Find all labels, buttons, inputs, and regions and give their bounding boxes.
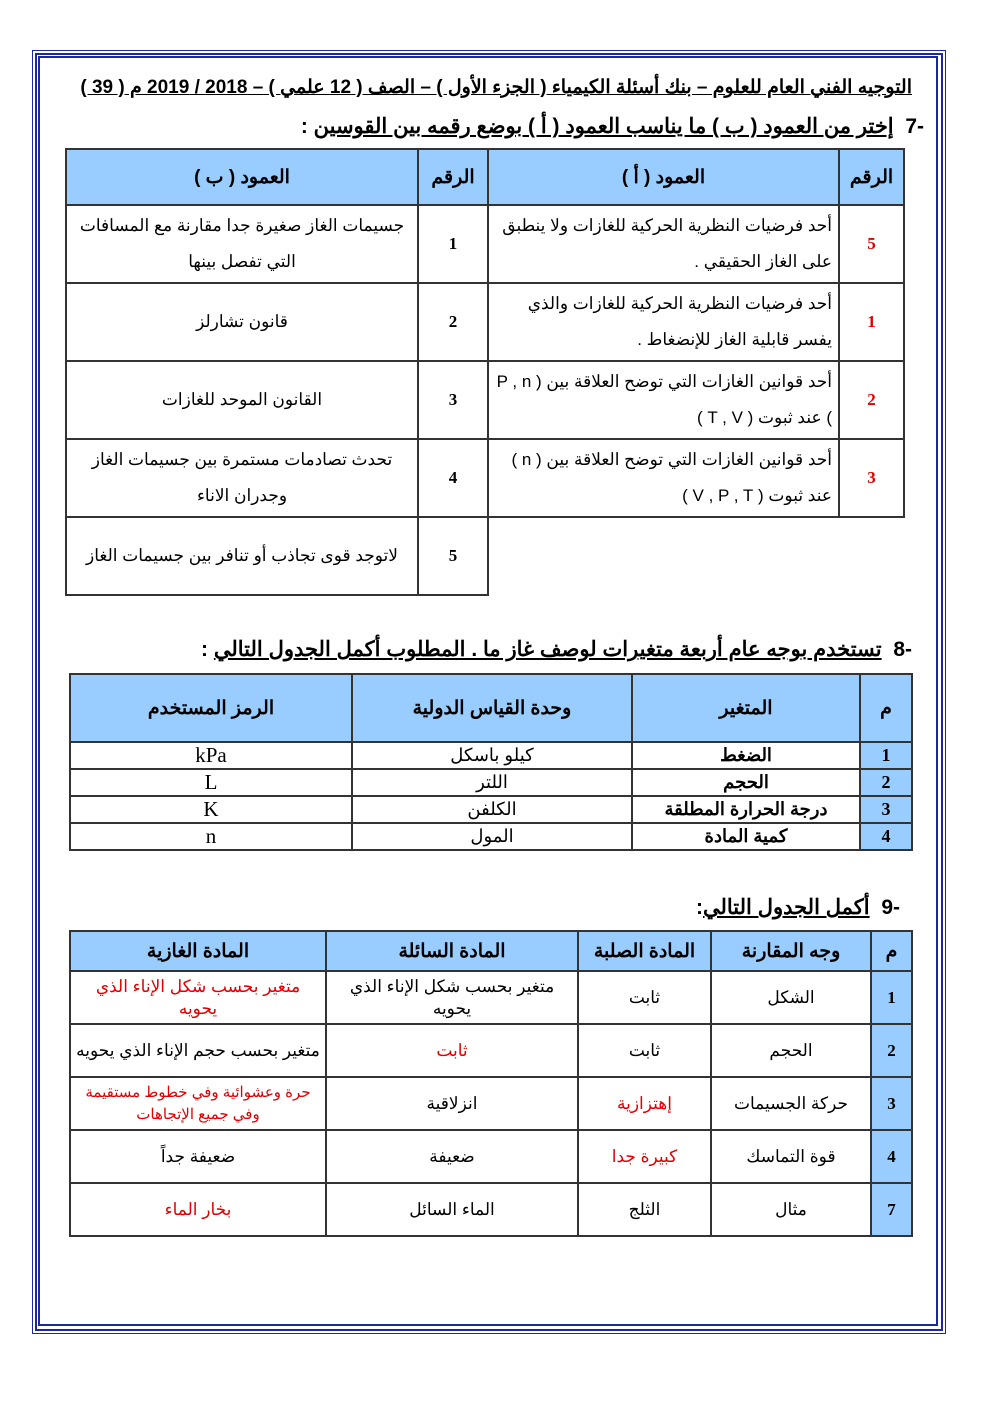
gas-cell: ضعيفة جداً xyxy=(70,1130,326,1183)
table-row xyxy=(70,1183,912,1236)
table-row xyxy=(70,823,912,850)
header-m: م xyxy=(871,931,912,971)
solid-cell: ثابت xyxy=(578,1024,711,1077)
table-row xyxy=(70,742,912,769)
answer-number: 2 xyxy=(839,361,904,439)
solid-cell: إهتزازية xyxy=(578,1077,711,1130)
column-b-text: تحدث تصادمات مستمرة بين جسيمات الغاز وجدران الاناء xyxy=(66,439,418,517)
liquid-cell: ضعيفة xyxy=(326,1130,578,1183)
question-number: -9 xyxy=(881,896,900,919)
table-row xyxy=(70,796,912,823)
aspect-cell: مثال xyxy=(711,1183,871,1236)
gas-cell: بخار الماء xyxy=(70,1183,326,1236)
column-b-number: 4 xyxy=(418,439,488,517)
column-b-text: قانون تشارلز xyxy=(66,283,418,361)
question-tail: : xyxy=(201,638,214,661)
unit-cell: اللتر xyxy=(352,769,632,796)
column-a-text: أحد فرضيات النظرية الحركية للغازات والذي يفسر قابلية الغاز للإنضغاط . xyxy=(488,283,839,361)
variable-cell: الضغط xyxy=(632,742,860,769)
row-number: 1 xyxy=(860,742,912,769)
table-row xyxy=(70,1024,912,1077)
table-row xyxy=(66,517,904,595)
answer-number: 3 xyxy=(839,439,904,517)
row-number: 3 xyxy=(860,796,912,823)
aspect-cell: قوة التماسك xyxy=(711,1130,871,1183)
row-number: 4 xyxy=(871,1130,912,1183)
column-b-text: جسيمات الغاز صغيرة جدا مقارنة مع المسافات التي تفصل بينها xyxy=(66,205,418,283)
liquid-cell: ثابت xyxy=(326,1024,578,1077)
symbol-cell: K xyxy=(70,796,352,823)
column-b-number: 3 xyxy=(418,361,488,439)
question-number: -8 xyxy=(893,638,912,661)
states-comparison-table xyxy=(69,930,913,1237)
row-number: 7 xyxy=(871,1183,912,1236)
header-unit: وحدة القياس الدولية xyxy=(352,674,632,742)
solid-cell: ثابت xyxy=(578,971,711,1024)
header-liquid: المادة السائلة xyxy=(326,931,578,971)
question-number: -7 xyxy=(905,115,924,138)
question-tail: : xyxy=(696,896,703,919)
aspect-cell: الشكل xyxy=(711,971,871,1024)
question-text: إختر من العمود ( ب ) ما يناسب العمود ( أ ) بوضع رقمه بين القوسين xyxy=(313,115,894,138)
column-b-text: لاتوجد قوى تجاذب أو تنافر بين جسيمات الغاز xyxy=(66,517,418,595)
aspect-cell: الحجم xyxy=(711,1024,871,1077)
variable-cell: درجة الحرارة المطلقة xyxy=(632,796,860,823)
table-row xyxy=(66,283,904,361)
liquid-cell: انزلاقية xyxy=(326,1077,578,1130)
header-num-a: الرقم xyxy=(839,149,904,205)
matching-table xyxy=(65,148,905,596)
table-row xyxy=(66,361,904,439)
symbol-cell: L xyxy=(70,769,352,796)
row-number: 4 xyxy=(860,823,912,850)
column-a-text: أحد فرضيات النظرية الحركية للغازات ولا ينطبق على الغاز الحقيقي . xyxy=(488,205,839,283)
question-8-title xyxy=(201,637,912,662)
header-m: م xyxy=(860,674,912,742)
header-num-b: الرقم xyxy=(418,149,488,205)
header-variable: المتغير xyxy=(632,674,860,742)
table-row xyxy=(66,439,904,517)
unit-cell: كيلو باسكل xyxy=(352,742,632,769)
solid-cell: الثلج xyxy=(578,1183,711,1236)
answer-number: 1 xyxy=(839,283,904,361)
question-text: أكمل الجدول التالي xyxy=(703,896,870,919)
empty-cell xyxy=(488,517,904,595)
liquid-cell: الماء السائل xyxy=(326,1183,578,1236)
variable-cell: كمية المادة xyxy=(632,823,860,850)
header-solid: المادة الصلبة xyxy=(578,931,711,971)
aspect-cell: حركة الجسيمات xyxy=(711,1077,871,1130)
column-b-number: 2 xyxy=(418,283,488,361)
question-text: تستخدم بوجه عام أربعة متغيرات لوصف غاز ما . المطلوب أكمل الجدول التالي xyxy=(213,638,882,661)
table-row xyxy=(70,769,912,796)
column-b-number: 5 xyxy=(418,517,488,595)
symbol-cell: n xyxy=(70,823,352,850)
page-header: التوجيه الفني العام للعلوم – بنك أسئلة الكيمياء ( الجزء الأول ) – الصف ( 12 علمي ) – 2018 / 2019 م ( 39 ) xyxy=(80,77,912,98)
gas-cell: متغير بحسب شكل الإناء الذي يحويه xyxy=(70,971,326,1024)
header-col-b: العمود ( ب ) xyxy=(66,149,418,205)
gas-cell: حرة وعشوائية وفي خطوط مستقيمة وفي جميع الإتجاهات xyxy=(70,1077,326,1130)
column-a-text: أحد قوانين الغازات التي توضح العلاقة بين ( n ) عند ثبوت ( V , P , T ) xyxy=(488,439,839,517)
table-row xyxy=(70,971,912,1024)
variables-table xyxy=(69,673,913,851)
table-row xyxy=(70,1077,912,1130)
answer-number: 5 xyxy=(839,205,904,283)
column-b-number: 1 xyxy=(418,205,488,283)
header-gas: المادة الغازية xyxy=(70,931,326,971)
row-number: 2 xyxy=(860,769,912,796)
table-row xyxy=(66,205,904,283)
table-row xyxy=(70,1130,912,1183)
row-number: 2 xyxy=(871,1024,912,1077)
row-number: 1 xyxy=(871,971,912,1024)
column-b-text: القانون الموحد للغازات xyxy=(66,361,418,439)
liquid-cell: متغير بحسب شكل الإناء الذي يحويه xyxy=(326,971,578,1024)
header-symbol: الرمز المستخدم xyxy=(70,674,352,742)
question-9-title xyxy=(696,895,900,920)
column-a-text: أحد قوانين الغازات التي توضح العلاقة بين ( P , n ) عند ثبوت ( T , V ) xyxy=(488,361,839,439)
header-col-a: العمود ( أ ) xyxy=(488,149,839,205)
row-number: 3 xyxy=(871,1077,912,1130)
solid-cell: كبيرة جدا xyxy=(578,1130,711,1183)
symbol-cell: kPa xyxy=(70,742,352,769)
unit-cell: المول xyxy=(352,823,632,850)
variable-cell: الحجم xyxy=(632,769,860,796)
question-tail: : xyxy=(300,115,314,138)
unit-cell: الكلفن xyxy=(352,796,632,823)
gas-cell: متغير بحسب حجم الإناء الذي يحويه xyxy=(70,1024,326,1077)
question-7-title xyxy=(301,114,924,139)
header-aspect: وجه المقارنة xyxy=(711,931,871,971)
